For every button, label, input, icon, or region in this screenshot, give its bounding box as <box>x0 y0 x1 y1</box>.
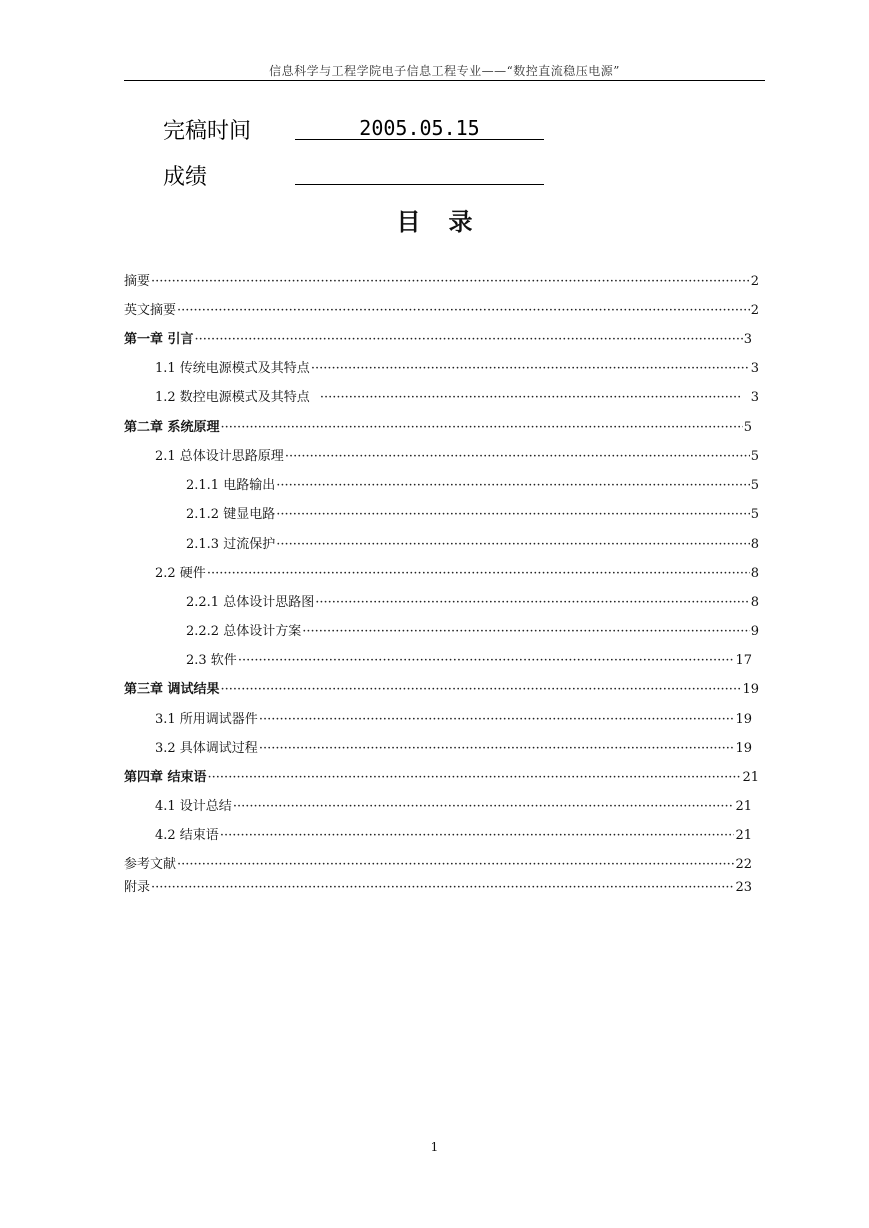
toc-entry-page: 19 <box>735 712 752 727</box>
toc-entry-page: 3 <box>750 361 759 376</box>
toc-entry-label: 英文摘要 <box>124 303 177 318</box>
toc-entry[interactable] <box>124 273 759 291</box>
toc-leader <box>221 419 743 437</box>
toc-leader <box>311 360 750 378</box>
toc-entry-page: 22 <box>735 857 752 872</box>
toc-leader <box>177 302 750 320</box>
toc-leader <box>276 477 750 495</box>
toc-entry[interactable] <box>155 448 759 466</box>
toc-entry-label: 3.1 所用调试器件 <box>155 712 258 727</box>
toc-leader <box>221 681 742 699</box>
toc-entry-label: 2.1 总体设计思路原理 <box>155 449 284 464</box>
toc-entry[interactable] <box>124 302 759 320</box>
toc-leader <box>276 536 750 554</box>
toc-entry-page: 5 <box>750 449 759 464</box>
toc-entry[interactable] <box>186 477 759 495</box>
completion-time-value: 2005.05.15 <box>359 116 480 140</box>
toc-entry-page: 5 <box>750 478 759 493</box>
toc-entry-label: 附录 <box>124 880 151 895</box>
toc-leader <box>259 740 735 758</box>
toc-entry-label: 2.1.2 键显电路 <box>186 507 276 522</box>
toc-entry-label: 第四章 结束语 <box>124 770 207 785</box>
toc-chapter-entry[interactable] <box>124 681 759 699</box>
toc-leader <box>315 594 750 612</box>
toc-entry-page: 19 <box>742 682 759 697</box>
toc-entry-label: 摘要 <box>124 274 151 289</box>
toc-entry-page: 5 <box>743 420 752 435</box>
toc-entry-label: 2.2.1 总体设计思路图 <box>186 595 315 610</box>
toc-entry-page: 23 <box>735 880 752 895</box>
toc-entry[interactable] <box>186 652 752 670</box>
toc-entry[interactable] <box>186 594 759 612</box>
toc-entry-page: 3 <box>743 332 752 347</box>
toc-entry-page: 2 <box>750 274 759 289</box>
toc-entry-label: 1.1 传统电源模式及其特点 <box>155 361 310 376</box>
toc-entry-label: 2.1.1 电路输出 <box>186 478 276 493</box>
toc-entry-label: 第一章 引言 <box>124 332 194 347</box>
toc-leader <box>285 448 750 466</box>
toc-entry-page: 2 <box>750 303 759 318</box>
toc-entry-label: 1.2 数控电源模式及其特点 <box>155 390 310 405</box>
toc-leader <box>151 879 734 897</box>
toc-entry-page: 21 <box>735 799 752 814</box>
toc-entry-page: 9 <box>750 624 759 639</box>
toc-entry-label: 第三章 调试结果 <box>124 682 220 697</box>
toc-entry[interactable] <box>186 536 759 554</box>
toc-leader <box>207 565 750 583</box>
toc-entry-page: 19 <box>735 741 752 756</box>
toc-title: 目录 <box>396 208 501 236</box>
toc-entry[interactable] <box>155 565 759 583</box>
toc-chapter-entry[interactable] <box>124 769 759 787</box>
toc-entry[interactable] <box>155 711 752 729</box>
toc-entry-label: 4.2 结束语 <box>155 828 219 843</box>
toc-leader <box>233 798 735 816</box>
grade-label: 成绩 <box>163 165 208 190</box>
toc-entry-page: 8 <box>750 595 759 610</box>
toc-entry-page: 21 <box>735 828 752 843</box>
toc-entry[interactable] <box>155 827 752 845</box>
toc-leader <box>259 711 735 729</box>
toc-entry-label: 2.2 硬件 <box>155 566 206 581</box>
toc-leader <box>177 856 734 874</box>
toc-chapter-entry[interactable] <box>124 331 752 349</box>
toc-leader <box>151 273 750 291</box>
toc-entry-label: 第二章 系统原理 <box>124 420 220 435</box>
toc-entry[interactable] <box>155 389 759 407</box>
toc-entry-label: 参考文献 <box>124 857 177 872</box>
toc-entry-label: 2.3 软件 <box>186 653 237 668</box>
toc-entry[interactable] <box>124 856 752 874</box>
toc-leader <box>320 389 741 407</box>
page-number: 1 <box>430 1140 439 1154</box>
toc-entry[interactable] <box>186 506 759 524</box>
toc-leader <box>302 623 750 641</box>
toc-entry-page: 3 <box>750 390 759 405</box>
toc-entry[interactable] <box>155 360 759 378</box>
toc-leader <box>276 506 750 524</box>
toc-entry-page: 8 <box>750 566 759 581</box>
toc-entry-page: 21 <box>742 770 759 785</box>
toc-entry-page: 8 <box>750 537 759 552</box>
toc-leader <box>195 331 743 349</box>
toc-chapter-entry[interactable] <box>124 419 752 437</box>
toc-leader <box>220 827 735 845</box>
toc-entry-label: 4.1 设计总结 <box>155 799 232 814</box>
toc-entry-page: 5 <box>750 507 759 522</box>
toc-entry-label: 2.2.2 总体设计方案 <box>186 624 302 639</box>
toc-entry[interactable] <box>186 623 759 641</box>
toc-entry-page: 17 <box>735 653 752 668</box>
toc-leader <box>238 652 735 670</box>
completion-time-label: 完稿时间 <box>163 119 252 144</box>
toc-entry[interactable] <box>124 879 752 897</box>
toc-entry-label: 2.1.3 过流保护 <box>186 537 276 552</box>
toc-entry-label: 3.2 具体调试过程 <box>155 741 258 756</box>
toc-leader <box>208 769 742 787</box>
running-header: 信息科学与工程学院电子信息工程专业——“数控直流稳压电源” <box>269 64 620 78</box>
toc-entry[interactable] <box>155 798 752 816</box>
toc-entry[interactable] <box>155 740 752 758</box>
